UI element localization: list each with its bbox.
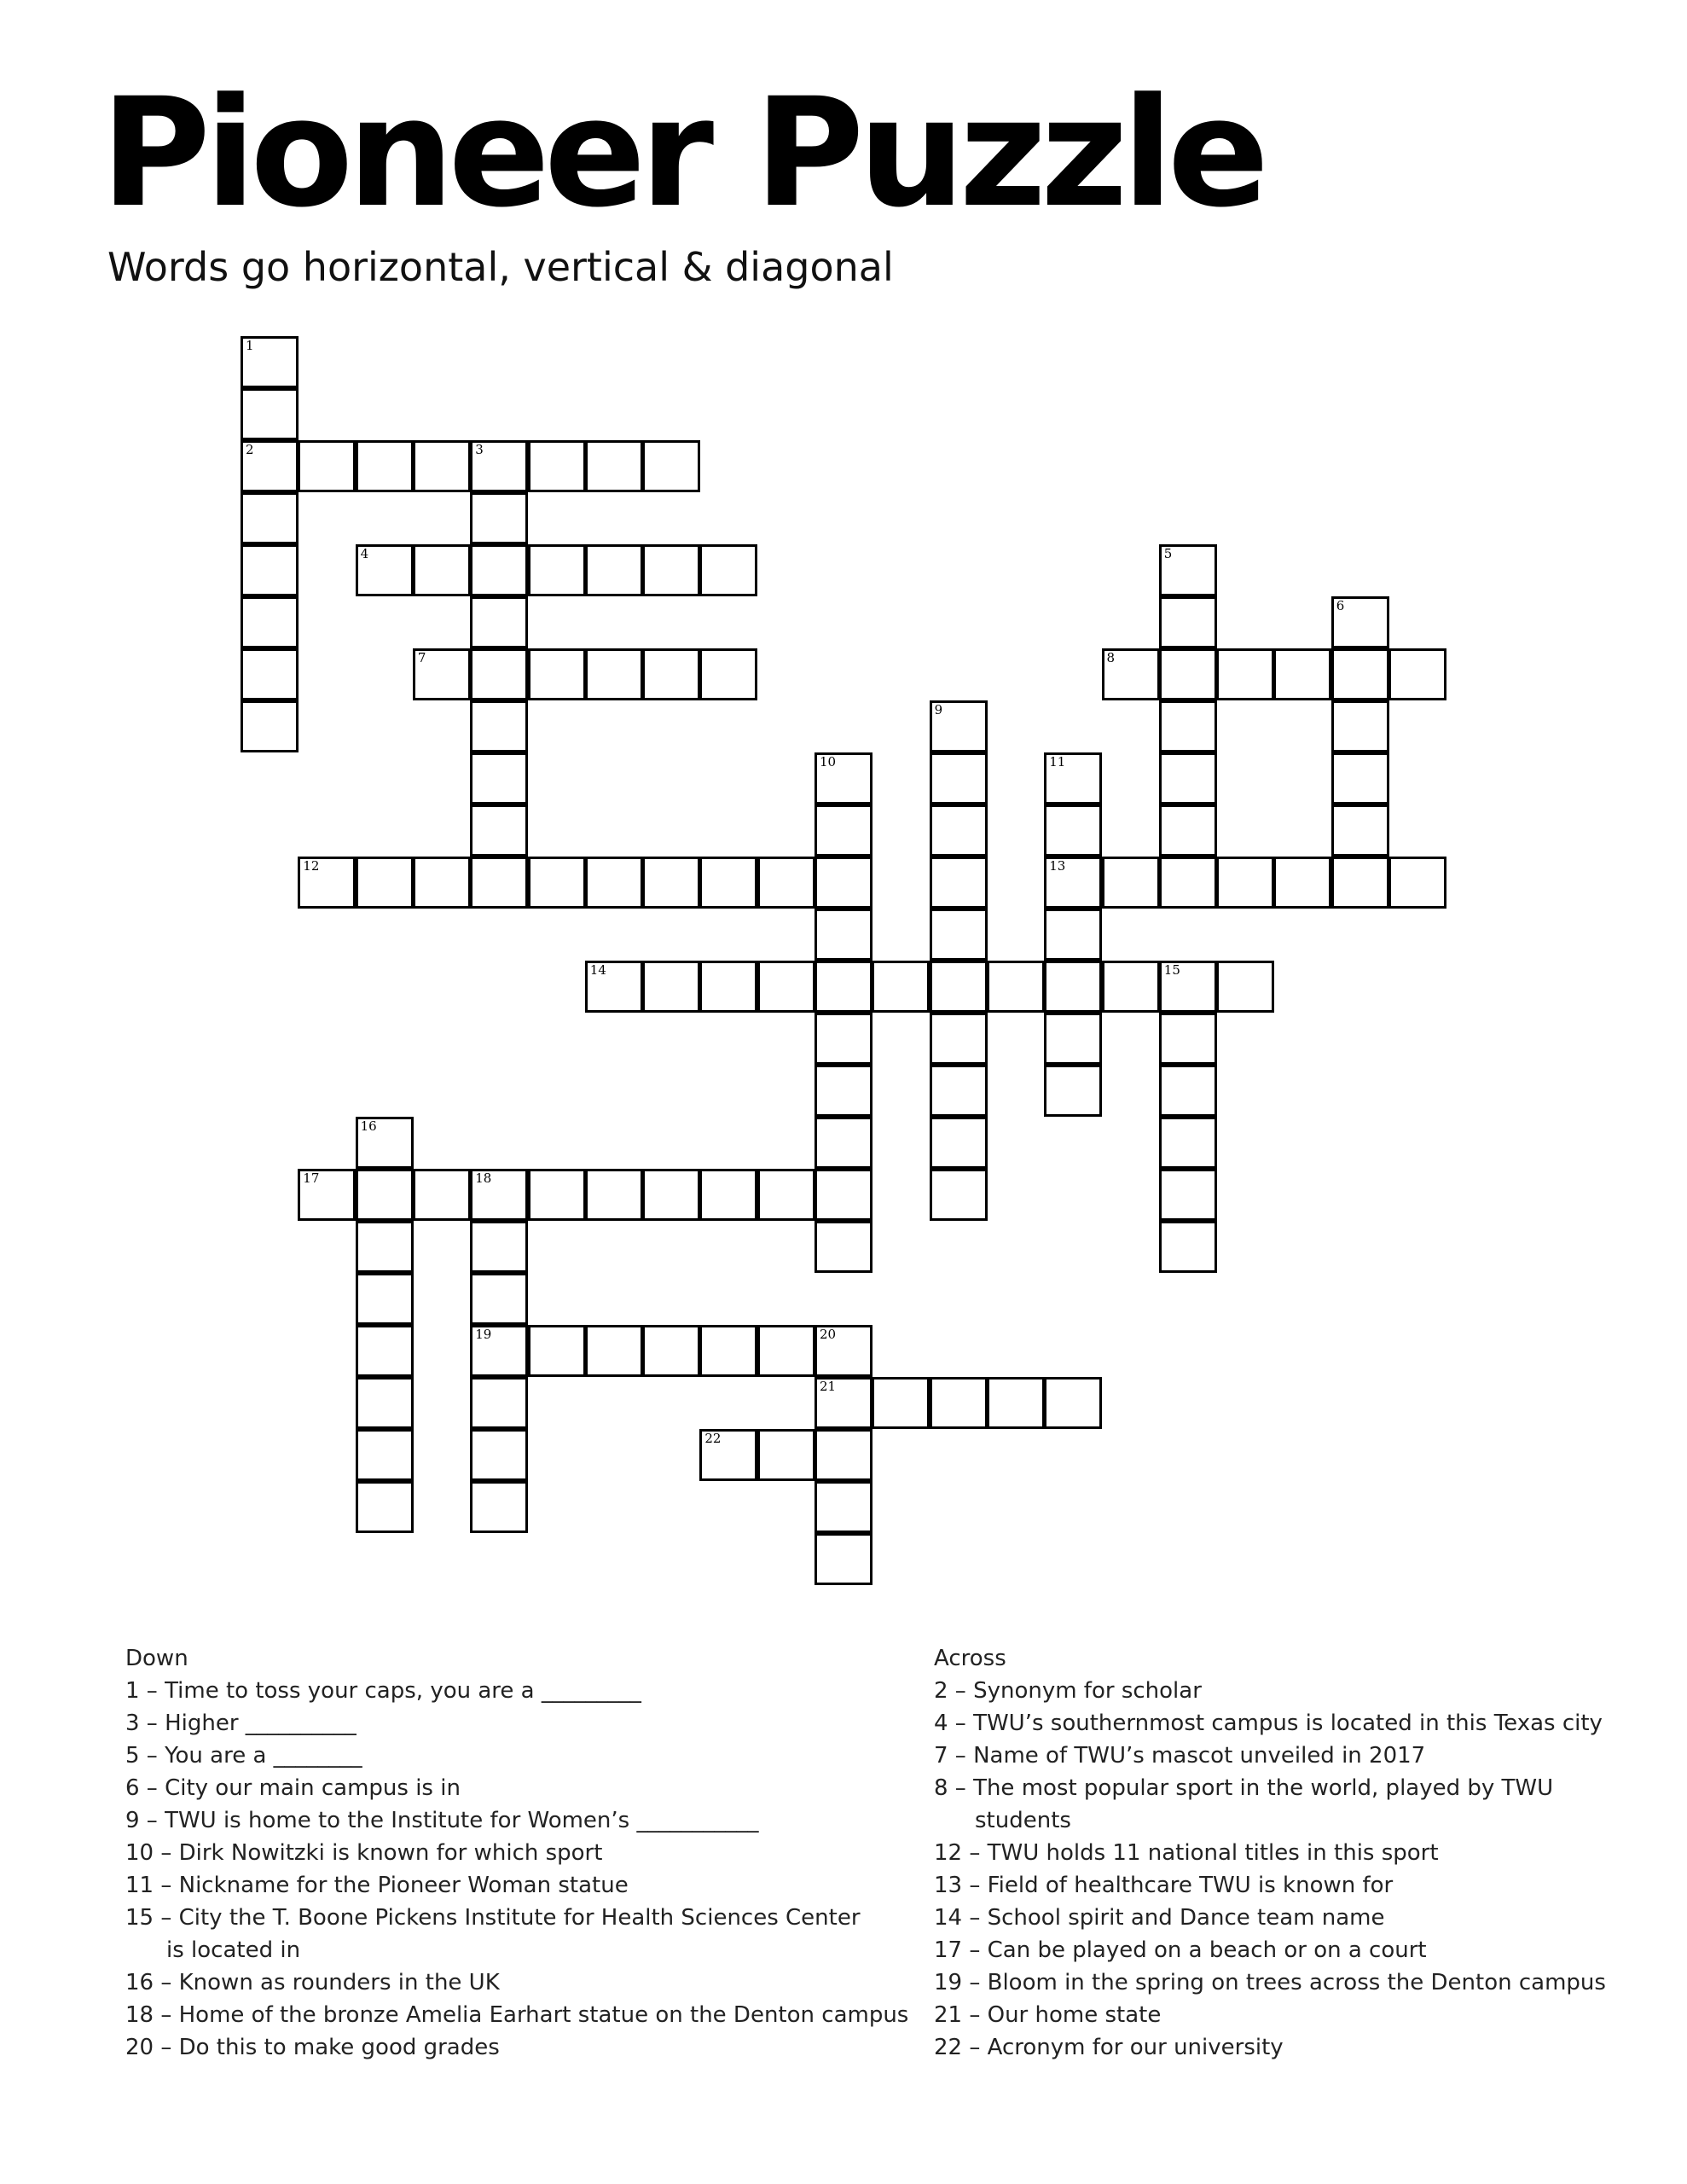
grid-cell[interactable] xyxy=(1159,596,1217,648)
down-clues xyxy=(125,1642,909,2064)
grid-cell[interactable] xyxy=(815,1013,872,1065)
clue-across-12: 12 – TWU holds 11 national titles in this sport xyxy=(934,1840,1439,1866)
clue-down-16: 16 – Known as rounders in the UK xyxy=(125,1970,500,1995)
down-heading: Down xyxy=(125,1646,188,1671)
grid-cell[interactable] xyxy=(470,1325,528,1377)
grid-cell[interactable] xyxy=(1159,700,1217,752)
grid-cell[interactable] xyxy=(1331,752,1389,804)
grid-cell[interactable] xyxy=(930,909,988,961)
grid-cell[interactable] xyxy=(872,961,930,1013)
grid-cell[interactable] xyxy=(470,1221,528,1273)
grid-cell[interactable] xyxy=(528,648,586,700)
grid-cell[interactable] xyxy=(1159,857,1217,909)
grid-cell[interactable] xyxy=(241,700,299,752)
grid-cell[interactable] xyxy=(470,1273,528,1325)
grid-cell[interactable] xyxy=(470,804,528,857)
grid-cell[interactable] xyxy=(1159,1117,1217,1169)
grid-cell[interactable] xyxy=(1159,1169,1217,1221)
grid-cell[interactable] xyxy=(815,1377,872,1429)
grid-cell[interactable] xyxy=(470,700,528,752)
clue-number: 16 xyxy=(360,1118,377,1134)
grid-cell[interactable] xyxy=(699,1429,757,1481)
grid-cell[interactable] xyxy=(815,1117,872,1169)
grid-cell[interactable] xyxy=(241,648,299,700)
clue-across-2: 2 – Synonym for scholar xyxy=(934,1678,1202,1704)
grid-cell[interactable] xyxy=(930,804,988,857)
clue-number: 9 xyxy=(934,702,943,717)
clue-down-10: 10 – Dirk Nowitzki is known for which sport xyxy=(125,1840,603,1866)
grid-cell[interactable] xyxy=(585,648,643,700)
clue-across-22: 22 – Acronym for our university xyxy=(934,2035,1284,2060)
grid-cell[interactable] xyxy=(356,1377,414,1429)
grid-cell[interactable] xyxy=(241,336,299,388)
clue-number: 21 xyxy=(820,1379,837,1394)
grid-cell[interactable] xyxy=(987,961,1045,1013)
grid-cell[interactable] xyxy=(470,440,528,492)
grid-cell[interactable] xyxy=(699,544,757,596)
grid-cell[interactable] xyxy=(356,857,414,909)
grid-cell[interactable] xyxy=(815,1221,872,1273)
clue-down-3: 3 – Higher __________ xyxy=(125,1711,357,1736)
clue-number: 11 xyxy=(1049,754,1066,770)
grid-cell[interactable] xyxy=(930,1377,988,1429)
grid-cell[interactable] xyxy=(1102,648,1160,700)
clue-down-20: 20 – Do this to make good grades xyxy=(125,2035,500,2060)
clue-across-19: 19 – Bloom in the spring on trees across the Denton campus xyxy=(934,1970,1606,1995)
grid-cell[interactable] xyxy=(930,1065,988,1117)
grid-cell[interactable] xyxy=(1044,804,1102,857)
grid-cell[interactable] xyxy=(642,857,700,909)
clue-across-4: 4 – TWU’s southernmost campus is located in this Texas city xyxy=(934,1711,1603,1736)
grid-cell[interactable] xyxy=(1044,752,1102,804)
grid-cell[interactable] xyxy=(815,857,872,909)
clue-number: 1 xyxy=(246,338,254,353)
clue-number: 15 xyxy=(1163,962,1180,978)
clue-number: 6 xyxy=(1336,598,1345,613)
grid-cell[interactable] xyxy=(1273,857,1331,909)
grid-cell[interactable] xyxy=(413,648,471,700)
grid-cell[interactable] xyxy=(356,1221,414,1273)
grid-cell[interactable] xyxy=(470,1481,528,1533)
grid-cell[interactable] xyxy=(815,1533,872,1585)
grid-cell[interactable] xyxy=(528,857,586,909)
grid-cell[interactable] xyxy=(872,1377,930,1429)
grid-cell[interactable] xyxy=(241,440,299,492)
grid-cell[interactable] xyxy=(241,492,299,544)
page-title: Pioneer Puzzle xyxy=(101,66,1264,241)
grid-cell[interactable] xyxy=(815,961,872,1013)
grid-cell[interactable] xyxy=(470,492,528,544)
grid-cell[interactable] xyxy=(642,1325,700,1377)
grid-cell[interactable] xyxy=(356,1169,414,1221)
grid-cell[interactable] xyxy=(1102,961,1160,1013)
grid-cell[interactable] xyxy=(1388,648,1446,700)
grid-cell[interactable] xyxy=(470,1169,528,1221)
clue-number: 12 xyxy=(303,858,320,874)
grid-cell[interactable] xyxy=(1044,1065,1102,1117)
grid-cell[interactable] xyxy=(699,1325,757,1377)
grid-cell[interactable] xyxy=(585,544,643,596)
across-heading: Across xyxy=(934,1646,1006,1671)
grid-cell[interactable] xyxy=(642,1169,700,1221)
grid-cell[interactable] xyxy=(1388,857,1446,909)
grid-cell[interactable] xyxy=(815,804,872,857)
clue-number: 20 xyxy=(820,1327,837,1342)
grid-cell[interactable] xyxy=(470,648,528,700)
clue-down-6: 6 – City our main campus is in xyxy=(125,1775,461,1801)
clue-number: 13 xyxy=(1049,858,1066,874)
grid-cell[interactable] xyxy=(528,1325,586,1377)
grid-cell[interactable] xyxy=(699,857,757,909)
grid-cell[interactable] xyxy=(413,440,471,492)
grid-cell[interactable] xyxy=(356,1481,414,1533)
grid-cell[interactable] xyxy=(757,1325,815,1377)
grid-cell[interactable] xyxy=(1044,961,1102,1013)
grid-cell[interactable] xyxy=(1159,1065,1217,1117)
grid-cell[interactable] xyxy=(298,440,356,492)
clue-across-13: 13 – Field of healthcare TWU is known for xyxy=(934,1873,1394,1898)
grid-cell[interactable] xyxy=(470,1429,528,1481)
grid-cell[interactable] xyxy=(1331,648,1389,700)
clue-down-11: 11 – Nickname for the Pioneer Woman statue xyxy=(125,1873,629,1898)
grid-cell[interactable] xyxy=(241,544,299,596)
grid-cell[interactable] xyxy=(1331,700,1389,752)
clue-across-14: 14 – School spirit and Dance team name xyxy=(934,1905,1385,1931)
grid-cell[interactable] xyxy=(528,544,586,596)
grid-cell[interactable] xyxy=(642,440,700,492)
grid-cell[interactable] xyxy=(930,857,988,909)
grid-cell[interactable] xyxy=(528,1169,586,1221)
grid-cell[interactable] xyxy=(298,857,356,909)
grid-cell[interactable] xyxy=(356,440,414,492)
grid-cell[interactable] xyxy=(1159,648,1217,700)
clue-across-17: 17 – Can be played on a beach or on a court xyxy=(934,1937,1427,1963)
clue-number: 19 xyxy=(475,1327,492,1342)
grid-cell[interactable] xyxy=(930,1169,988,1221)
grid-cell[interactable] xyxy=(699,648,757,700)
grid-cell[interactable] xyxy=(470,752,528,804)
grid-cell[interactable] xyxy=(1159,804,1217,857)
grid-cell[interactable] xyxy=(241,388,299,440)
grid-cell[interactable] xyxy=(815,1429,872,1481)
clue-number: 14 xyxy=(589,962,606,978)
clue-number: 7 xyxy=(417,650,426,665)
grid-cell[interactable] xyxy=(699,1169,757,1221)
grid-cell[interactable] xyxy=(930,1117,988,1169)
grid-cell[interactable] xyxy=(930,700,988,752)
grid-cell[interactable] xyxy=(757,961,815,1013)
grid-cell[interactable] xyxy=(1159,1013,1217,1065)
grid-cell[interactable] xyxy=(356,1325,414,1377)
grid-cell[interactable] xyxy=(470,544,528,596)
clue-across-21: 21 – Our home state xyxy=(934,2002,1162,2028)
grid-cell[interactable] xyxy=(413,1169,471,1221)
clue-down-15: 15 – City the T. Boone Pickens Institute for Health Sciences Center is located in xyxy=(125,1905,861,1963)
grid-cell[interactable] xyxy=(585,857,643,909)
grid-cell[interactable] xyxy=(930,961,988,1013)
grid-cell[interactable] xyxy=(1159,752,1217,804)
grid-cell[interactable] xyxy=(1216,961,1274,1013)
grid-cell[interactable] xyxy=(470,596,528,648)
grid-cell[interactable] xyxy=(1102,857,1160,909)
grid-cell[interactable] xyxy=(757,1169,815,1221)
clue-number: 3 xyxy=(475,442,484,457)
grid-cell[interactable] xyxy=(1159,961,1217,1013)
clue-down-9: 9 – TWU is home to the Institute for Women’s ___________ xyxy=(125,1808,759,1833)
clue-number: 4 xyxy=(360,546,369,561)
grid-cell[interactable] xyxy=(1273,648,1331,700)
grid-cell[interactable] xyxy=(1216,857,1274,909)
clue-number: 18 xyxy=(475,1170,492,1186)
across-clues xyxy=(934,1642,1616,2064)
grid-cell[interactable] xyxy=(987,1377,1045,1429)
grid-cell[interactable] xyxy=(413,857,471,909)
grid-cell[interactable] xyxy=(356,544,414,596)
clue-number: 22 xyxy=(704,1431,722,1446)
grid-cell[interactable] xyxy=(1216,648,1274,700)
clue-number: 2 xyxy=(246,442,254,457)
clue-down-18: 18 – Home of the bronze Amelia Earhart statue on the Denton campus xyxy=(125,2002,909,2028)
grid-cell[interactable] xyxy=(528,440,586,492)
clue-down-1: 1 – Time to toss your caps, you are a _________ xyxy=(125,1678,641,1704)
grid-cell[interactable] xyxy=(815,1481,872,1533)
grid-cell[interactable] xyxy=(699,961,757,1013)
grid-cell[interactable] xyxy=(1159,544,1217,596)
grid-cell[interactable] xyxy=(1331,857,1389,909)
grid-cell[interactable] xyxy=(815,1169,872,1221)
grid-cell[interactable] xyxy=(413,544,471,596)
grid-cell[interactable] xyxy=(470,1377,528,1429)
clue-across-7: 7 – Name of TWU’s mascot unveiled in 2017 xyxy=(934,1743,1426,1769)
grid-cell[interactable] xyxy=(642,961,700,1013)
grid-cell[interactable] xyxy=(585,1325,643,1377)
clue-number: 10 xyxy=(820,754,837,770)
grid-cell[interactable] xyxy=(1044,1013,1102,1065)
grid-cell[interactable] xyxy=(815,1065,872,1117)
grid-cell[interactable] xyxy=(930,752,988,804)
clue-down-5: 5 – You are a ________ xyxy=(125,1743,362,1769)
grid-cell[interactable] xyxy=(356,1117,414,1169)
clue-number: 5 xyxy=(1163,546,1173,561)
grid-cell[interactable] xyxy=(1331,804,1389,857)
grid-cell[interactable] xyxy=(585,1169,643,1221)
grid-cell[interactable] xyxy=(241,596,299,648)
grid-cell[interactable] xyxy=(470,857,528,909)
grid-cell[interactable] xyxy=(757,1429,815,1481)
grid-cell[interactable] xyxy=(930,1013,988,1065)
clue-number: 17 xyxy=(303,1170,320,1186)
grid-cell[interactable] xyxy=(1331,596,1389,648)
grid-cell[interactable] xyxy=(585,961,643,1013)
grid-cell[interactable] xyxy=(1044,1377,1102,1429)
grid-cell[interactable] xyxy=(356,1273,414,1325)
grid-cell[interactable] xyxy=(1159,1221,1217,1273)
grid-cell[interactable] xyxy=(642,648,700,700)
grid-cell[interactable] xyxy=(1044,909,1102,961)
grid-cell[interactable] xyxy=(815,909,872,961)
grid-cell[interactable] xyxy=(356,1429,414,1481)
grid-cell[interactable] xyxy=(815,1325,872,1377)
grid-cell[interactable] xyxy=(642,544,700,596)
grid-cell[interactable] xyxy=(1044,857,1102,909)
page-subtitle: Words go horizontal, vertical & diagonal xyxy=(107,244,894,290)
grid-cell[interactable] xyxy=(757,857,815,909)
clue-across-8: 8 – The most popular sport in the world, played by TWU students xyxy=(934,1775,1554,1833)
grid-cell[interactable] xyxy=(585,440,643,492)
grid-cell[interactable] xyxy=(298,1169,356,1221)
grid-cell[interactable] xyxy=(815,752,872,804)
clue-number: 8 xyxy=(1106,650,1116,665)
